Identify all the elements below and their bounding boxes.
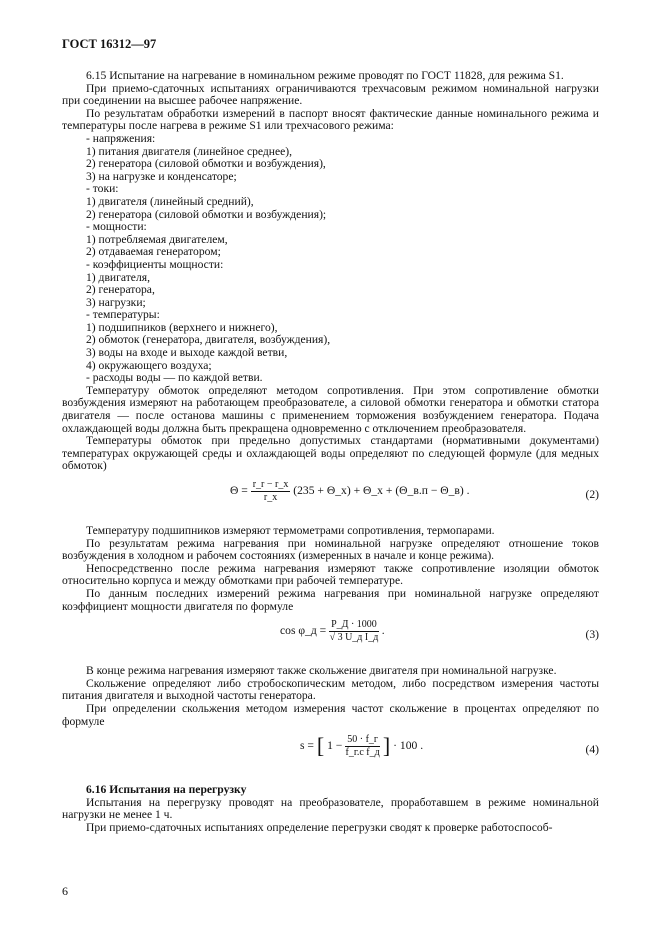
- list-item: 3) нагрузки;: [86, 295, 146, 309]
- paragraph: По результатам режима нагревания при номинальной нагрузке определяют отношение токов возбуждения в холодном и рабочем состояниях (измеренных в начале и конце режима).: [62, 536, 599, 563]
- list-item: 2) отдаваемая генератором;: [86, 245, 221, 259]
- formula-number: (2): [585, 488, 599, 501]
- paragraph: Непосредственно после режима нагревания измеряют также сопротивление изоляции обмоток относительно корпуса и между обмотками при рабочей температуре.: [62, 561, 599, 588]
- standard-header: ГОСТ 16312—97: [62, 37, 157, 51]
- fraction-numerator: r_r − r_x: [252, 479, 289, 490]
- list-item: 2) обмоток (генератора, двигателя, возбуждения),: [86, 333, 331, 347]
- list-item: - коэффициенты мощности:: [86, 257, 224, 271]
- paragraph: 6.15 Испытание на нагревание в номинальном режиме проводят по ГОСТ 11828, для режима S1.: [86, 69, 564, 82]
- list-item: 3) на нагрузке и конденсаторе;: [86, 169, 237, 183]
- paragraph: Испытания на перегрузку проводят на преобразователе, проработавшем в режиме номинальной нагрузки не менее 1 ч.: [62, 795, 599, 822]
- paragraph: При определении скольжения методом измерения частот скольжение в процентах определяют по формуле: [62, 701, 599, 728]
- list-item: 1) питания двигателя (линейное среднее),: [86, 144, 293, 158]
- formula-fraction: [251, 479, 291, 504]
- formula-expression: [230, 479, 470, 504]
- list-item: - токи:: [86, 182, 119, 196]
- formula-number: (3): [585, 628, 599, 642]
- paragraph: Скольжение определяют либо стробоскопическим методом, либо посредством измерения частоты питания двигателя и выходной частоты генератора.: [62, 676, 599, 703]
- formula-3: [62, 619, 599, 659]
- list-item: 4) окружающего воздуха;: [86, 358, 212, 372]
- paragraph: При приемо-сдаточных испытаниях ограничиваются трехчасовым режимом номинальной нагрузки при соединении на высшее рабочее напряжение.: [62, 81, 599, 108]
- paragraph: По данным последних измерений режима нагревания при номинальной нагрузке определяют коэффициент мощности двигателя по формуле: [62, 586, 599, 613]
- paragraph: Температуру подшипников измеряют термометрами сопротивления, термопарами.: [86, 524, 495, 537]
- list-item: 1) двигателя (линейный средний),: [86, 194, 254, 208]
- paragraph: Температуру обмоток определяют методом сопротивления. При этом сопротивление обмотки возбуждения измеряют на работающем преобразователе, а силовой обмотки генератора и обмотки статора двигателя — после останова машины с применением торможения возбуждением генератора. Подача охлаждающей воды должна быть прекращена одновременно с отключением преобразователя.: [62, 383, 599, 435]
- list-item: 3) воды на входе и выходе каждой ветви,: [86, 346, 288, 360]
- formula-expression: [280, 619, 385, 644]
- formula-fraction: [345, 734, 380, 759]
- formula-lhs: cos φ_д =: [280, 624, 327, 638]
- paragraph: При приемо-сдаточных испытаниях определение перегрузки сводят к проверке работоспособ-: [86, 820, 553, 834]
- page-number: 6: [62, 884, 68, 898]
- list-item: 2) генератора (силовой обмотки и возбуждения),: [86, 157, 326, 171]
- right-bracket: ]: [382, 733, 391, 759]
- formula-2: [62, 479, 599, 519]
- fraction-denominator: √ 3 U_д I_д: [329, 632, 379, 644]
- fraction-numerator: 50 · f_г: [347, 734, 378, 746]
- list-item: 2) генератора (силовой обмотки и возбуждения);: [86, 207, 327, 221]
- formula-number: (4): [585, 743, 599, 757]
- formula-rest: (235 + Θ_x) + Θ_x + (Θ_в.п − Θ_в) .: [293, 484, 470, 498]
- formula-expression: [300, 734, 423, 759]
- formula-rest: .: [381, 624, 385, 638]
- list-item: - напряжения:: [86, 131, 156, 145]
- left-bracket: [: [316, 733, 325, 759]
- paragraph: По результатам обработки измерений в паспорт вносят фактические данные номинального режима и температуры после нагрева в режиме S1 или трехчасового режима:: [62, 106, 599, 133]
- formula-lhs: Θ =: [230, 484, 248, 498]
- formula-4: [62, 734, 599, 774]
- list-item: 1) подшипников (верхнего и нижнего),: [86, 320, 278, 334]
- paragraph: В конце режима нагревания измеряют также скольжение двигателя при номинальной нагрузке.: [86, 664, 557, 678]
- list-item: - расходы воды — по каждой ветви.: [86, 371, 263, 385]
- list-item: - мощности:: [86, 220, 147, 234]
- formula-rest: · 100 .: [393, 739, 424, 753]
- fraction-denominator: r_x: [263, 492, 278, 503]
- fraction-numerator: P_Д · 1000: [331, 619, 377, 631]
- section-heading: 6.16 Испытания на перегрузку: [86, 783, 247, 797]
- list-item: 1) двигателя,: [86, 270, 150, 284]
- formula-inner-lhs: 1 −: [327, 739, 343, 753]
- measurement-list: [62, 133, 599, 385]
- formula-lhs: s =: [300, 739, 314, 753]
- fraction-denominator: f_г.с f_д: [345, 747, 380, 759]
- formula-fraction: [329, 619, 379, 644]
- list-item: - температуры:: [86, 308, 160, 322]
- list-item: 1) потребляемая двигателем,: [86, 232, 228, 246]
- list-item: 2) генератора,: [86, 283, 155, 297]
- document-body: [62, 70, 599, 835]
- paragraph: Температуры обмоток при предельно допустимых стандартами (нормативными документами) температурах окружающей среды и охлаждающей воды определяют по следующей формуле (для медных обмоток): [62, 434, 599, 473]
